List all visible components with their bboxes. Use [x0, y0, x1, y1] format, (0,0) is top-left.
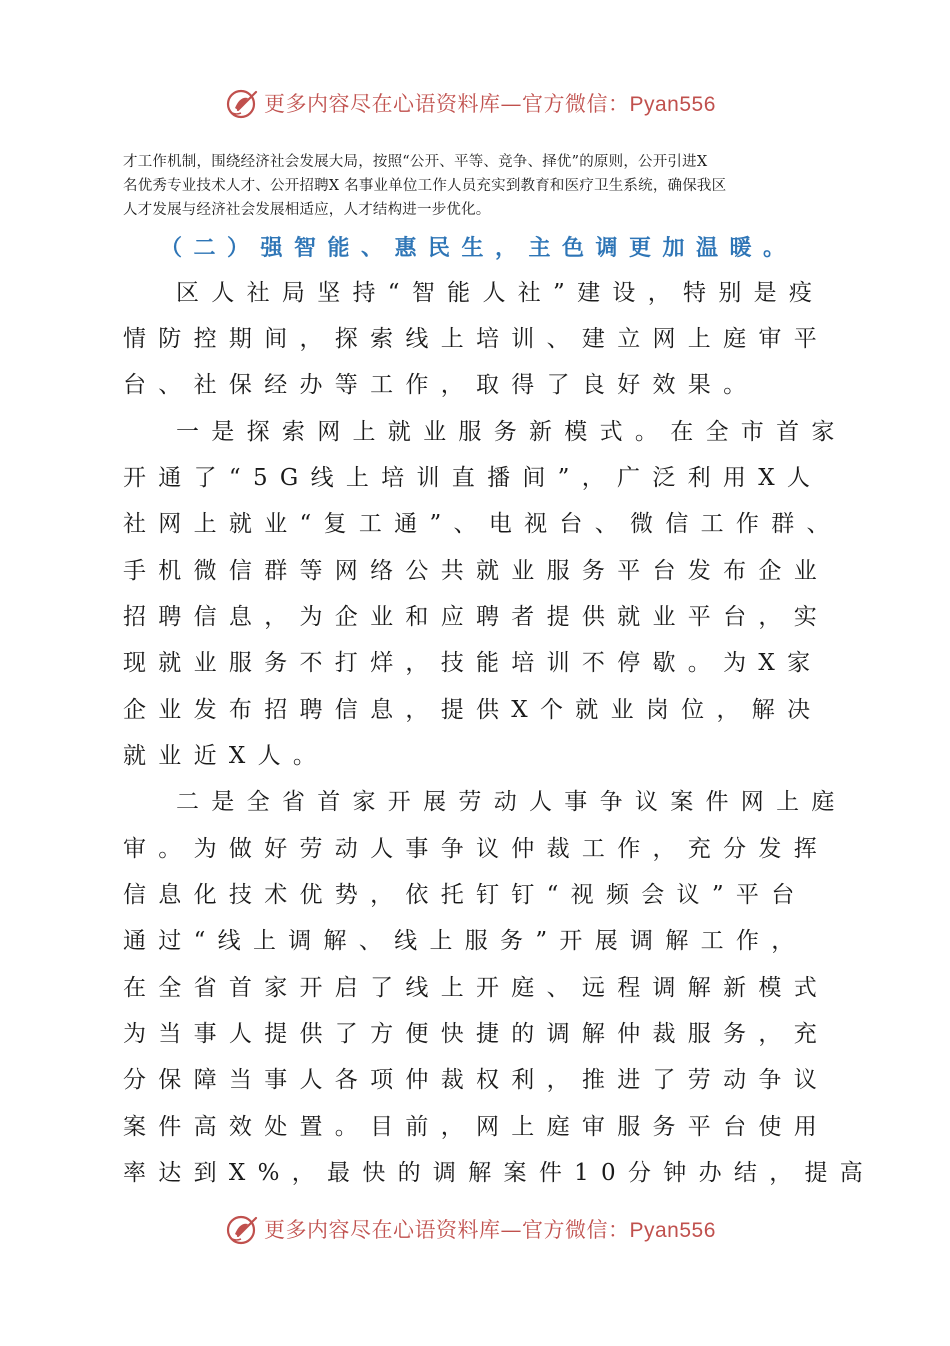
intro-line: 人才发展与经济社会发展相适应，人才结构进一步优化。 [123, 202, 491, 218]
body-line: 为当事人提供了方便快捷的调解仲裁服务，充 [123, 1021, 829, 1047]
body-line: 开通了“5G线上培训直播间”，广泛利用X人 [123, 465, 823, 491]
footer-watermark-banner [0, 1212, 950, 1248]
body-line: 分保障当事人各项仲裁权利，推进了劳动争议 [123, 1067, 829, 1093]
body-line: 信息化技术优势，依托钉钉“视频会议”平台 [123, 882, 807, 908]
body-line: 就业近X人。 [123, 743, 329, 769]
body-line: 审。为做好劳动人事争议仲裁工作，充分发挥 [123, 836, 829, 862]
body-line: 手机微信群等网络公共就业服务平台发布企业 [123, 558, 829, 584]
body-line: 社网上就业“复工通”、电视台、微信工作群、 [123, 511, 842, 537]
body-line: 招聘信息，为企业和应聘者提供就业平台，实 [123, 604, 829, 630]
watermark-slogan: 更多内容尽在心语资料库—官方微信： [264, 1218, 630, 1242]
body-line: 企业发布招聘信息，提供X个就业岗位，解决 [123, 697, 823, 723]
intro-line: 名优秀专业技术人才、公开招聘X 名事业单位工作人员充实到教育和医疗卫生系统，确保我区 [123, 178, 727, 194]
pen-logo-icon [226, 1214, 260, 1246]
body-line: 一是探索网上就业服务新模式。在全市首家 [176, 419, 847, 445]
body-line: 台、社保经办等工作，取得了良好效果。 [123, 372, 759, 398]
wechat-id: Pyan556 [629, 93, 716, 116]
pen-logo-icon [226, 88, 260, 120]
watermark-text [264, 90, 716, 119]
intro-line: 才工作机制，围绕经济社会发展大局，按照“公开、平等、竞争、择优”的原则，公开引进X [123, 154, 708, 170]
body-line: 在全省首家开启了线上开庭、远程调解新模式 [123, 975, 829, 1001]
body-line: 率达到X%，最快的调解案件10分钟办结，提高 [123, 1160, 876, 1186]
body-line: 通过“线上调解、线上服务”开展调解工作， [123, 928, 807, 954]
body-line: 二是全省首家开展劳动人事争议案件网上庭 [176, 789, 847, 815]
body-line: 案件高效处置。目前，网上庭审服务平台使用 [123, 1114, 829, 1140]
wechat-id: Pyan556 [629, 1219, 716, 1242]
body-line: 现就业服务不打烊，技能培训不停歇。为X家 [123, 650, 823, 676]
header-watermark-banner [0, 86, 950, 122]
body-line: 情防控期间，探索线上培训、建立网上庭审平 [123, 326, 829, 352]
watermark-text [264, 1216, 716, 1245]
body-line: 区人社局坚持“智能人社”建设，特别是疫 [176, 280, 825, 306]
intro-paragraph [123, 150, 829, 222]
watermark-slogan: 更多内容尽在心语资料库—官方微信： [264, 92, 630, 116]
section-heading: （二）强智能、惠民生，主色调更加温暖。 [160, 235, 797, 261]
